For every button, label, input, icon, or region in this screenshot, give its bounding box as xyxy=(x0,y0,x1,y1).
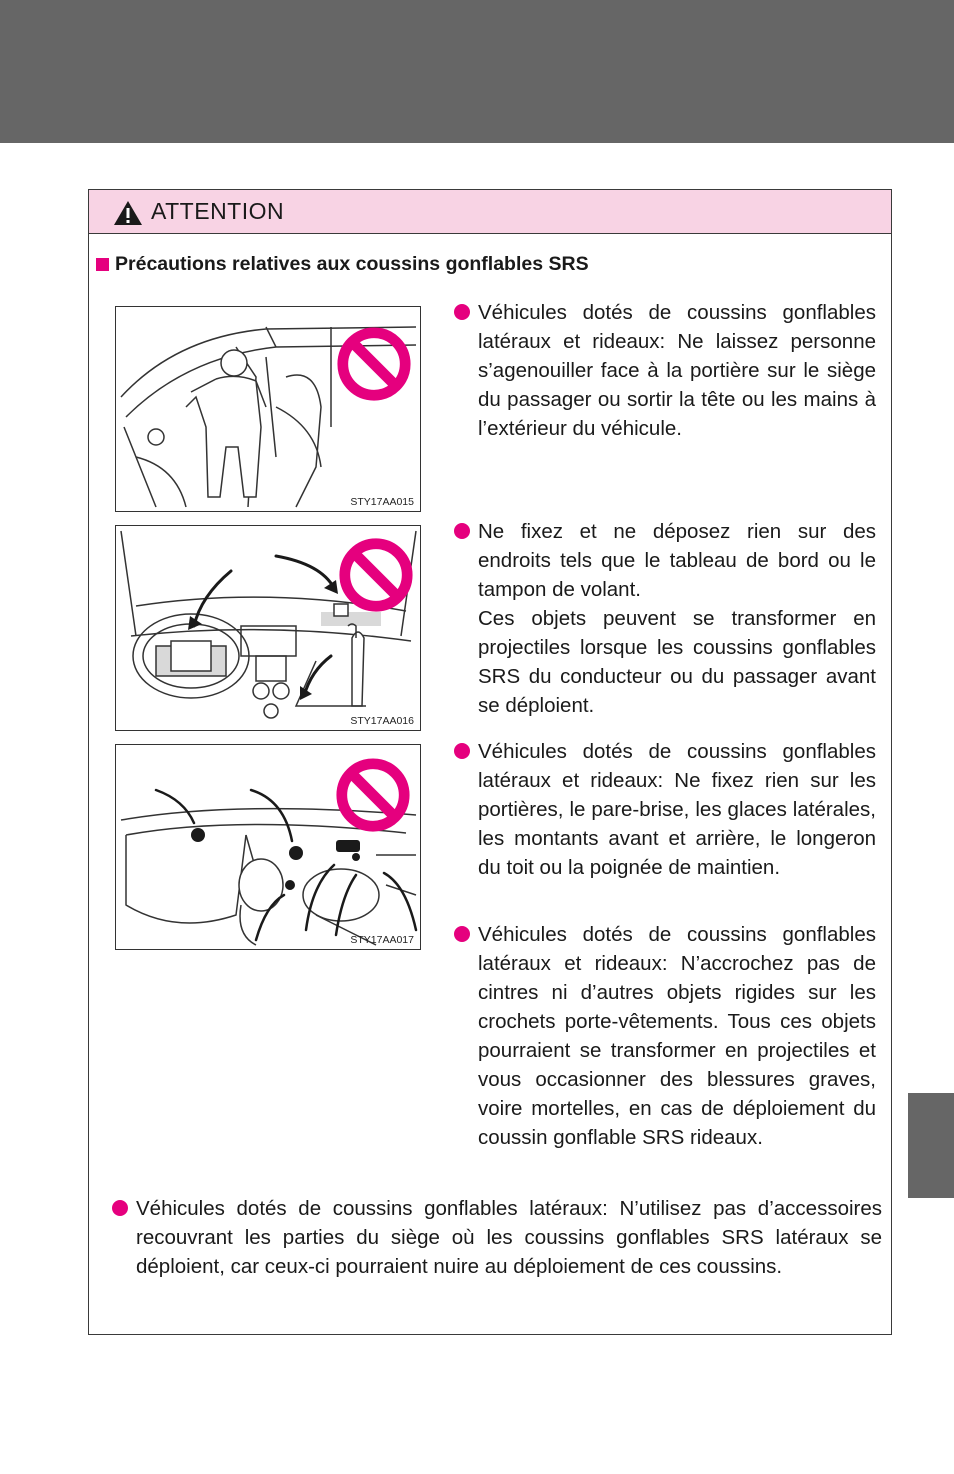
bullet-text: Véhicules dotés de coussins gonflables latéraux et rideaux: Ne fixez rien sur les portières, le pare-brise, les glaces latérales, les montants avant et arrière, le longeron du toit ou la poignée de maintien. xyxy=(478,740,876,879)
bullet-dot-icon xyxy=(454,523,470,539)
bullet-item xyxy=(478,298,876,443)
no-entry-icon xyxy=(337,536,415,614)
bullet-text: Véhicules dotés de coussins gonflables latéraux: N’utilisez pas d’accessoires recouvrant les parties du siège où les coussins gonflables SRS latéraux se déploient, car ceux-ci pourraient nuire au déploiement de ces coussins. xyxy=(136,1197,882,1278)
bullet-text: Ne fixez et ne déposez rien sur des endroits tels que le tableau de bord ou le tampon de volant. xyxy=(478,520,876,601)
bullet-dot-icon xyxy=(454,304,470,320)
bullet-item xyxy=(136,1194,882,1281)
bullet-text: Véhicules dotés de coussins gonflables latéraux et rideaux: N’accrochez pas de cintres ni d’autres objets rigides sur les crochets porte-vêtements. Tous ces objets pourraient se transformer en projectiles et vous occasionner des blessures graves, voire mortelles, en cas de déploiement du coussin gonflable SRS rideaux. xyxy=(478,923,876,1149)
no-entry-icon xyxy=(334,756,412,834)
bullet-text: Véhicules dotés de coussins gonflables latéraux et rideaux: Ne laissez personne s’agenouiller face à la portière sur le siège du passager ou sortir la tête ou les mains à l’extérieur du véhicule. xyxy=(478,301,876,440)
chapter-tab xyxy=(908,1093,954,1198)
bullet-item xyxy=(478,737,876,882)
no-entry-icon xyxy=(335,325,413,403)
figure-1 xyxy=(115,306,421,512)
bullet-dot-icon xyxy=(454,743,470,759)
figure-3 xyxy=(115,744,421,950)
bullet-text-continued: Ces objets peuvent se transformer en projectiles lorsque les coussins gonflables SRS du conducteur ou du passager avant se déploient. xyxy=(478,607,876,717)
section-square-icon xyxy=(96,258,109,271)
bullet-dot-icon xyxy=(112,1200,128,1216)
figure-2 xyxy=(115,525,421,731)
figure-code: STY17AA017 xyxy=(350,934,414,946)
bullet-dot-icon xyxy=(454,926,470,942)
section-title xyxy=(96,253,589,276)
figure-code: STY17AA016 xyxy=(350,715,414,727)
warning-header xyxy=(89,190,891,234)
header-band xyxy=(0,0,954,143)
warning-title: ATTENTION xyxy=(151,198,285,224)
warning-triangle-icon xyxy=(113,200,143,226)
bullet-item xyxy=(478,920,876,1152)
bullet-item xyxy=(478,517,876,720)
figure-code: STY17AA015 xyxy=(350,496,414,508)
section-title-text: Précautions relatives aux coussins gonflables SRS xyxy=(115,253,589,275)
